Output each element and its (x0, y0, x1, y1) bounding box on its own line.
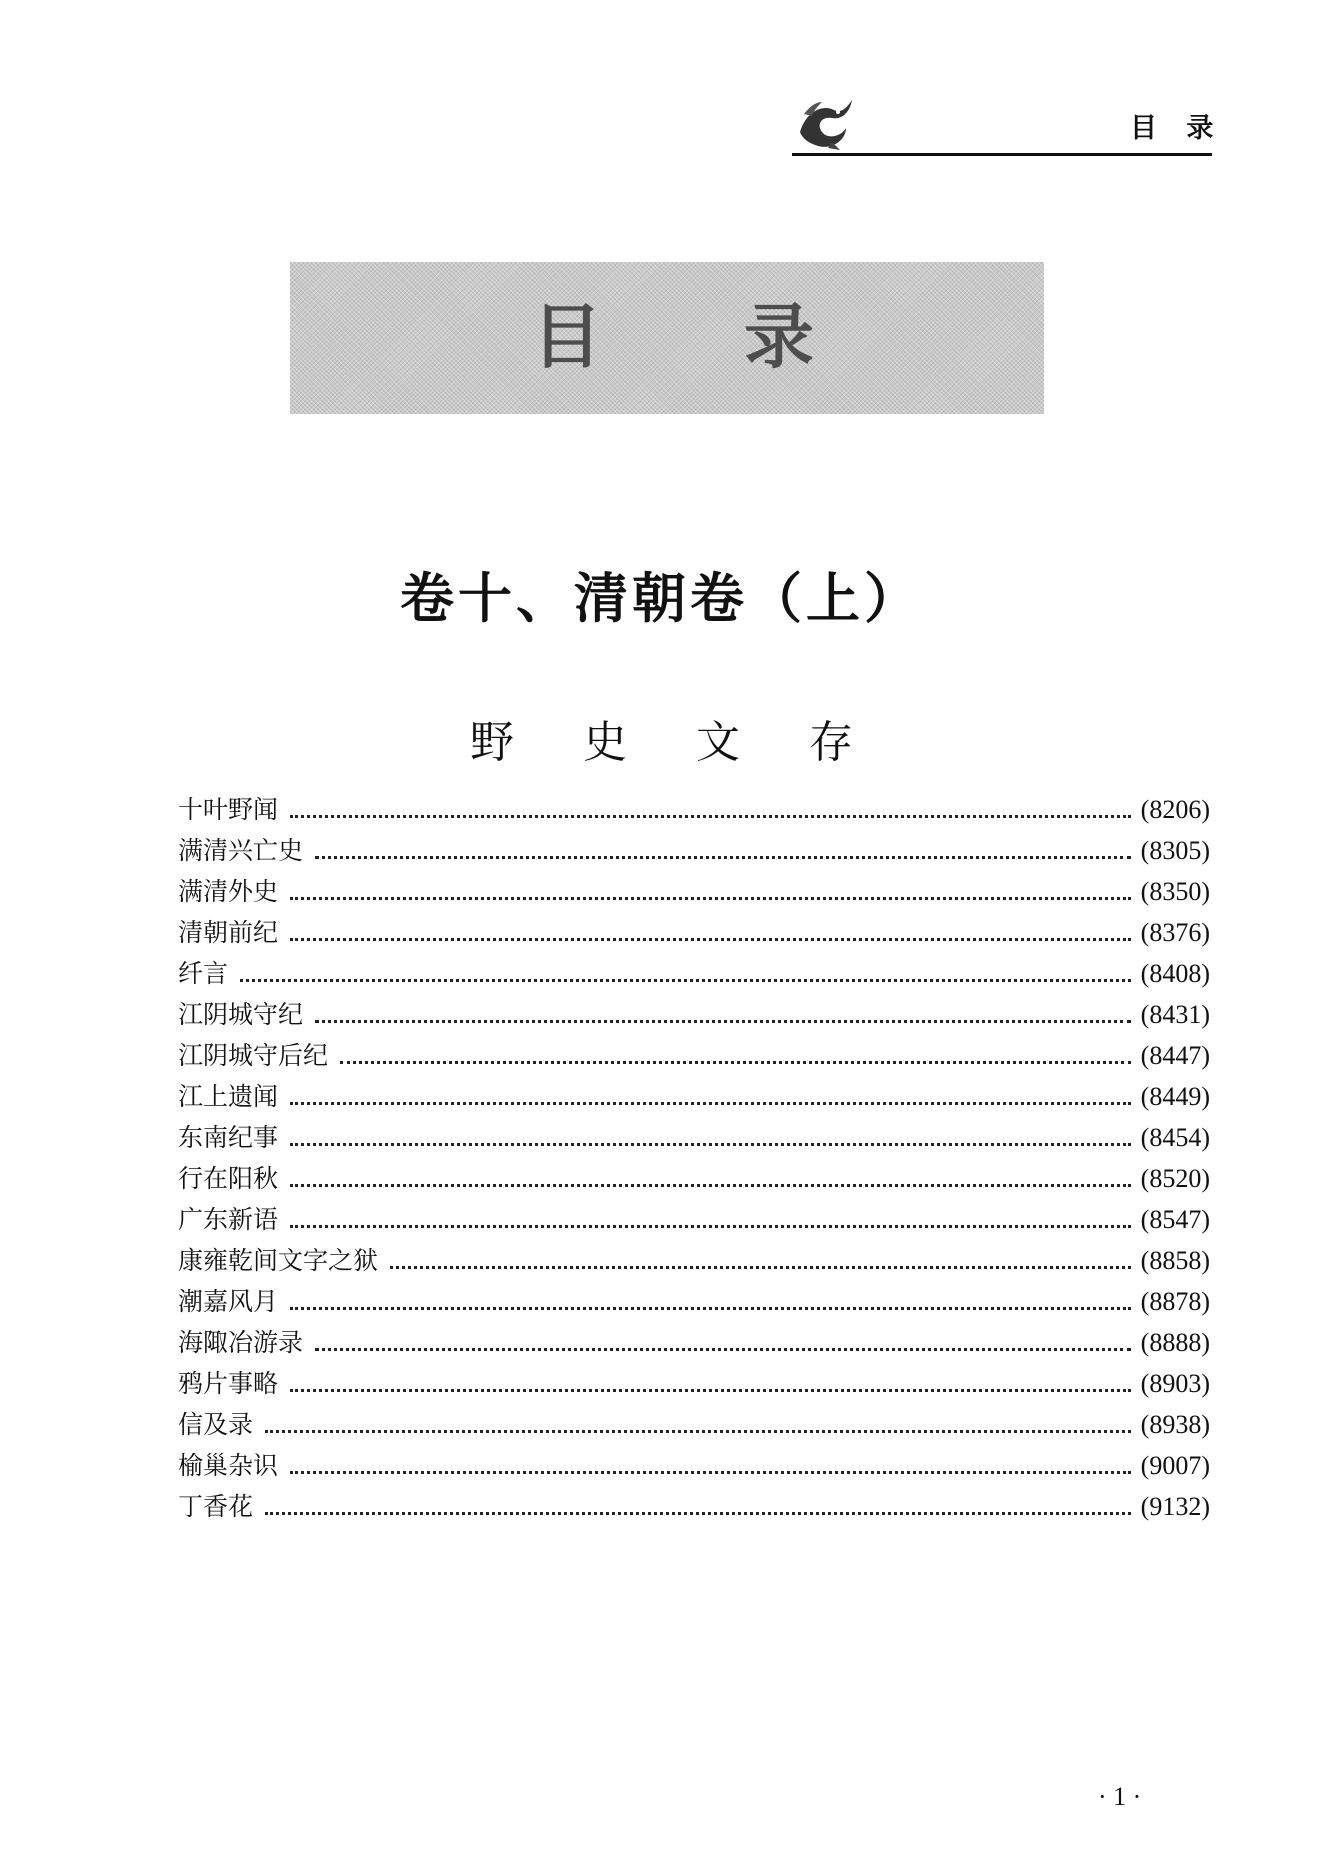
toc-entry-title: 江阴城守后纪 (178, 1041, 329, 1070)
toc-entry[interactable] (178, 872, 1210, 913)
toc-leader-dots (290, 1306, 1131, 1310)
volume-title: 卷十、清朝卷（上） (400, 567, 922, 630)
toc-entry[interactable] (178, 1487, 1210, 1528)
toc-entry-page: (8888) (1140, 1328, 1210, 1357)
page-number: · 1 · (1098, 1782, 1142, 1811)
toc-entry-title: 江阴城守纪 (178, 1000, 304, 1029)
toc-leader-dots (265, 1429, 1131, 1433)
toc-leader-dots (290, 1183, 1131, 1187)
dragon-logo-icon (792, 92, 856, 154)
toc-leader-dots (290, 896, 1131, 900)
toc-leader-dots (390, 1265, 1131, 1269)
banner-char: 目 (532, 295, 602, 378)
toc-leader-dots (290, 1101, 1131, 1105)
toc-entry-page: (8938) (1140, 1410, 1210, 1439)
toc-leader-dots (340, 1060, 1131, 1064)
section-title (470, 706, 922, 770)
toc-leader-dots (290, 1224, 1131, 1228)
toc-entry-title: 十叶野闻 (178, 795, 279, 824)
toc-entry-page: (8350) (1140, 877, 1210, 906)
toc-entry[interactable] (178, 1036, 1210, 1077)
toc-leader-dots (265, 1511, 1131, 1515)
toc-entry-title: 海陬冶游录 (178, 1328, 304, 1357)
toc-banner (290, 262, 1044, 414)
toc-entry[interactable] (178, 1077, 1210, 1118)
section-title-char: 史 (583, 717, 627, 768)
toc-entry-page: (9007) (1140, 1451, 1210, 1480)
toc-entry-page: (9132) (1140, 1492, 1210, 1521)
toc-entry[interactable] (178, 1405, 1210, 1446)
toc-leader-dots (290, 937, 1131, 941)
toc-entry[interactable] (178, 1200, 1210, 1241)
toc-entry[interactable] (178, 1241, 1210, 1282)
banner-char: 录 (744, 295, 814, 378)
section-title-char: 文 (696, 717, 740, 768)
toc-entry-title: 信及录 (178, 1410, 254, 1439)
toc-entry[interactable] (178, 954, 1210, 995)
toc-leader-dots (240, 978, 1131, 982)
section-title-char: 存 (809, 717, 853, 768)
toc-entry-title: 广东新语 (178, 1205, 279, 1234)
toc-entry[interactable] (178, 995, 1210, 1036)
toc-leader-dots (315, 1019, 1131, 1023)
toc-list (178, 790, 1210, 1528)
toc-entry-title: 康雍乾间文字之狱 (178, 1246, 379, 1275)
toc-entry-title: 清朝前纪 (178, 918, 279, 947)
toc-entry-page: (8376) (1140, 918, 1210, 947)
toc-entry-page: (8408) (1140, 959, 1210, 988)
toc-entry-title: 丁香花 (178, 1492, 254, 1521)
toc-entry-page: (8858) (1140, 1246, 1210, 1275)
toc-entry[interactable] (178, 1282, 1210, 1323)
toc-entry-page: (8903) (1140, 1369, 1210, 1398)
toc-entry[interactable] (178, 1159, 1210, 1200)
toc-entry-page: (8454) (1140, 1123, 1210, 1152)
toc-entry-page: (8431) (1140, 1000, 1210, 1029)
toc-entry-page: (8547) (1140, 1205, 1210, 1234)
toc-entry-page: (8447) (1140, 1041, 1210, 1070)
toc-leader-dots (290, 1470, 1131, 1474)
toc-entry-title: 鸦片事略 (178, 1369, 279, 1398)
toc-entry[interactable] (178, 790, 1210, 831)
section-title-char: 野 (470, 717, 514, 768)
toc-entry[interactable] (178, 831, 1210, 872)
toc-entry[interactable] (178, 1118, 1210, 1159)
toc-entry-title: 满清外史 (178, 877, 279, 906)
toc-leader-dots (315, 1347, 1131, 1351)
running-header-title: 目 录 (1130, 113, 1224, 144)
toc-entry-title: 榆巢杂识 (178, 1451, 279, 1480)
toc-entry[interactable] (178, 913, 1210, 954)
toc-entry-title: 行在阳秋 (178, 1164, 279, 1193)
toc-entry-title: 东南纪事 (178, 1123, 279, 1152)
toc-entry-page: (8878) (1140, 1287, 1210, 1316)
toc-entry[interactable] (178, 1364, 1210, 1405)
toc-entry-title: 潮嘉风月 (178, 1287, 279, 1316)
toc-entry-page: (8206) (1140, 795, 1210, 824)
toc-leader-dots (290, 814, 1131, 818)
toc-entry[interactable] (178, 1323, 1210, 1364)
toc-leader-dots (290, 1388, 1131, 1392)
toc-entry[interactable] (178, 1446, 1210, 1487)
toc-entry-title: 满清兴亡史 (178, 836, 304, 865)
toc-entry-page: (8449) (1140, 1082, 1210, 1111)
header-rule (792, 153, 1212, 156)
toc-leader-dots (290, 1142, 1131, 1146)
toc-entry-page: (8305) (1140, 836, 1210, 865)
toc-entry-title: 江上遗闻 (178, 1082, 279, 1111)
toc-entry-title: 纤言 (178, 959, 229, 988)
toc-entry-page: (8520) (1140, 1164, 1210, 1193)
toc-leader-dots (315, 855, 1131, 859)
